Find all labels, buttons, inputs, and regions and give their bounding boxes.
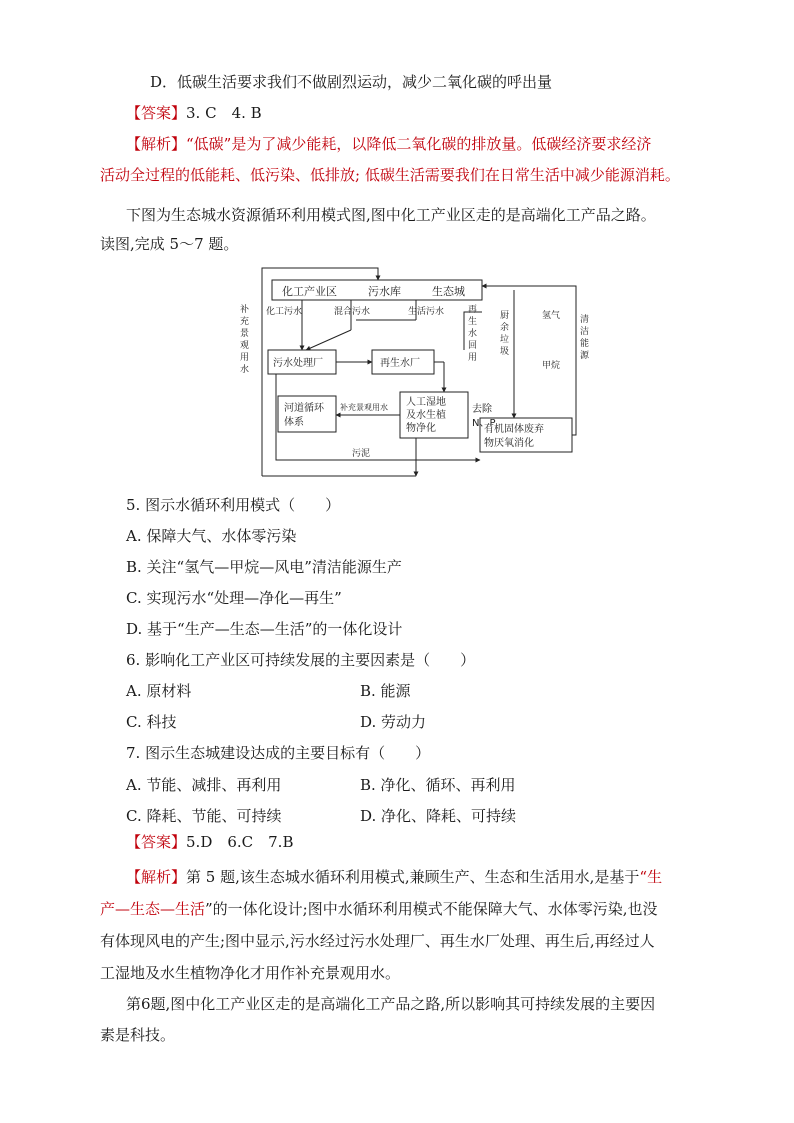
analysis2-text-1b: “生 <box>639 868 663 886</box>
label-wetland-1: 人工湿地 <box>406 397 446 408</box>
answer-text-2: 5.D 6.C 7.B <box>186 833 294 851</box>
label-supp-mid: 补充景观用水 <box>340 403 388 412</box>
q7-option-a: A. 节能、减排、再利用 <box>126 776 282 794</box>
answer-label: 【答案】 <box>126 104 187 122</box>
label-reclaim-plant: 再生水厂 <box>380 358 420 369</box>
analysis2-line-1 <box>126 867 662 887</box>
label-reclaimed-5: 用 <box>468 353 478 363</box>
label-clean-4: 源 <box>580 351 590 361</box>
label-clean-3: 能 <box>580 339 590 349</box>
label-supp-1: 补 <box>240 305 250 315</box>
label-methane: 甲烷 <box>542 361 561 371</box>
label-remove: 去除 <box>472 404 492 415</box>
label-domestic-sewage: 生活污水 <box>408 307 445 317</box>
label-supp-2: 充 <box>240 317 250 327</box>
option-d-q4: D．低碳生活要求我们不做剧烈运动，减少二氧化碳的呼出量 <box>150 73 553 91</box>
label-reclaimed-1: 再 <box>468 305 478 315</box>
analysis2-line-2 <box>100 899 658 919</box>
label-kitchen-1: 厨 <box>500 311 510 321</box>
answer-block-2 <box>126 832 293 852</box>
label-np: N、P <box>472 418 496 429</box>
label-hydrogen: 氢气 <box>542 311 561 321</box>
water-cycle-diagram <box>236 260 596 480</box>
analysis2-label: 【解析】 <box>126 868 187 886</box>
label-wetland-2: 及水生植 <box>406 410 446 421</box>
label-reclaimed-4: 回 <box>468 341 478 351</box>
label-kitchen-4: 圾 <box>500 347 510 357</box>
q5-option-a: A. 保障大气、水体零污染 <box>126 527 297 545</box>
intro-line-2: 读图,完成 5～7 题。 <box>100 235 239 253</box>
label-kitchen-2: 余 <box>500 323 510 333</box>
answer-block-1 <box>126 103 262 123</box>
q6-option-c: C. 科技 <box>126 713 177 731</box>
q7-stem: 7. 图示生态城建设达成的主要目标有（ ） <box>126 744 431 762</box>
analysis2-line-3: 有体现风电的产生;图中显示,污水经过污水处理厂、再生水厂处理、再生后,再经过人 <box>100 932 655 950</box>
analysis-text: “低碳”是为了减少能耗，以降低二氧化碳的排放量。低碳经济要求经济 <box>186 135 652 153</box>
label-kitchen-3: 垃 <box>500 335 510 345</box>
analysis2-text-1a: 第 5 题,该生态城水循环利用模式,兼顾生产、生态和生活用水,是基于 <box>186 868 640 886</box>
analysis2-para2-line-1: 第6题,图中化工产业区走的是高端化工产品之路,所以影响其可持续发展的主要因 <box>126 995 656 1013</box>
label-sewage-reservoir: 污水库 <box>368 285 401 298</box>
label-supp-4: 观 <box>240 341 250 351</box>
label-river-1: 河道循环 <box>284 403 324 414</box>
intro-line-1: 下图为生态城水资源循环利用模式图,图中化工产业区走的是高端化工产品之路。 <box>126 206 656 224</box>
q6-option-d: D. 劳动力 <box>360 713 427 731</box>
analysis2-text-2a: 产—生态—生活 <box>100 900 206 918</box>
label-organic-2: 物厌氧消化 <box>484 438 534 449</box>
label-reclaimed-2: 生 <box>468 317 478 327</box>
q6-stem: 6. 影响化工产业区可持续发展的主要因素是（ ） <box>126 651 476 669</box>
analysis-line-1 <box>126 134 651 154</box>
label-chem-sewage: 化工污水 <box>266 307 303 317</box>
q5-option-d: D. 基于“生产—生态—生活”的一体化设计 <box>126 620 403 638</box>
q7-option-d: D. 净化、降耗、可持续 <box>360 807 517 825</box>
q5-option-b: B. 关注“氢气—甲烷—风电”清洁能源生产 <box>126 558 402 576</box>
label-clean-2: 洁 <box>580 327 590 337</box>
label-eco-city: 生态城 <box>432 285 465 298</box>
analysis2-para2-line-2: 素是科技。 <box>100 1026 176 1044</box>
label-clean-1: 清 <box>580 315 590 325</box>
label-reclaimed-3: 水 <box>468 329 478 339</box>
label-supp-5: 用 <box>240 353 250 363</box>
label-chem-zone: 化工产业区 <box>282 285 337 298</box>
label-supp-3: 景 <box>240 329 250 339</box>
q7-option-c: C. 降耗、节能、可持续 <box>126 807 282 825</box>
q5-option-c: C. 实现污水“处理—净化—再生” <box>126 589 342 607</box>
answer-label-2: 【答案】 <box>126 833 187 851</box>
analysis-label: 【解析】 <box>126 135 187 153</box>
q6-option-b: B. 能源 <box>360 682 411 700</box>
label-mixed-sewage: 混合污水 <box>334 307 371 317</box>
analysis-line-2: 活动全过程的低能耗、低污染、低排放; 低碳生活需要我们在日常生活中减少能源消耗。 <box>100 166 680 184</box>
q5-stem: 5. 图示水循环利用模式（ ） <box>126 496 341 514</box>
label-wetland-3: 物净化 <box>406 423 436 434</box>
label-supp-6: 水 <box>240 365 250 375</box>
label-organic-1: 有机固体废弃 <box>484 424 544 435</box>
analysis2-line-4: 工湿地及水生植物净化才用作补充景观用水。 <box>100 964 401 982</box>
label-sludge: 污泥 <box>352 449 371 459</box>
label-treatment-plant: 污水处理厂 <box>273 358 323 369</box>
analysis2-text-2b: ”的一体化设计;图中水循环利用模式不能保障大气、水体零污染,也没 <box>205 900 658 918</box>
answer-text: 3. C 4. B <box>186 104 262 122</box>
q7-option-b: B. 净化、循环、再利用 <box>360 776 516 794</box>
label-river-2: 体系 <box>284 417 304 428</box>
q6-option-a: A. 原材料 <box>126 682 192 700</box>
